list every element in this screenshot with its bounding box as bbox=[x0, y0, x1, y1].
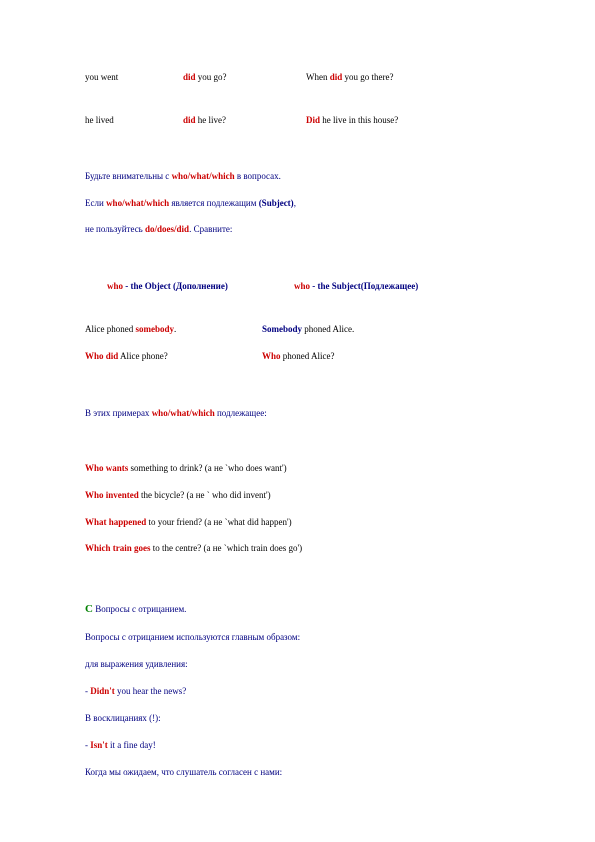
row1-col1 bbox=[85, 72, 118, 83]
row2-col3 bbox=[306, 115, 398, 126]
example-item-subject: What happened bbox=[85, 517, 147, 527]
attention-l3-red: do/does/did bbox=[145, 224, 190, 234]
negative-ex2-rest: it a fine day! bbox=[107, 740, 156, 750]
example-item-rest: to your friend? (а не `what did happen') bbox=[146, 517, 292, 527]
negative-line-2: для выражения удивления: bbox=[85, 659, 188, 669]
section-c-heading bbox=[85, 604, 186, 615]
row2-col2 bbox=[183, 115, 226, 126]
attention-l2-pre: Если bbox=[85, 198, 107, 208]
row2-col3-aux: Did bbox=[306, 115, 321, 125]
row2-col1 bbox=[85, 115, 114, 126]
attention-l3-pre: не пользуйтесь bbox=[85, 224, 146, 234]
examples-intro-pre: В этих примерах bbox=[85, 408, 152, 418]
object-heading bbox=[107, 281, 228, 292]
row1-col2 bbox=[183, 72, 227, 83]
compare-r1-right-blue: Somebody bbox=[262, 324, 303, 334]
negative-ex1-red: Didn't bbox=[90, 686, 115, 696]
row1-col2-aux: did bbox=[183, 72, 196, 82]
row1-col3-pre: When bbox=[306, 72, 330, 82]
negative-line-1: Вопросы с отрицанием используются главным образом: bbox=[85, 632, 301, 642]
negative-ex1-rest: you hear the news? bbox=[114, 686, 187, 696]
attention-l2-mid: является подлежащим bbox=[169, 198, 259, 208]
attention-line-1 bbox=[85, 171, 281, 182]
attention-l3-post: . Сравните: bbox=[189, 224, 233, 234]
row1-col3-text: you go there? bbox=[342, 72, 394, 82]
compare-r1-left-red: somebody bbox=[135, 324, 174, 334]
compare-r1-left-pre: Alice phoned bbox=[85, 324, 136, 334]
negative-example-2 bbox=[85, 740, 156, 751]
subject-heading bbox=[294, 281, 418, 292]
example-item-subject: Who invented bbox=[85, 490, 139, 500]
row1-col2-text: you go? bbox=[195, 72, 227, 82]
compare-r2-left-red: Who did bbox=[85, 351, 119, 361]
section-heading-text: Вопросы с отрицанием. bbox=[92, 604, 187, 614]
compare-r1-right bbox=[262, 324, 354, 335]
attention-l1-pre: Будьте внимательны с bbox=[85, 171, 172, 181]
example-item bbox=[85, 490, 271, 501]
examples-intro bbox=[85, 408, 267, 419]
attention-l2-red: who/what/which bbox=[106, 198, 170, 208]
section-letter: C bbox=[85, 603, 93, 615]
row2-col2-text: he live? bbox=[195, 115, 227, 125]
compare-r2-right-red: Who bbox=[262, 351, 281, 361]
compare-r1-right-post: phoned Alice. bbox=[302, 324, 355, 334]
example-item-rest: to the centre? (а не `which train does go') bbox=[150, 543, 303, 553]
compare-r2-right bbox=[262, 351, 335, 362]
row1-col3-aux: did bbox=[329, 72, 343, 82]
negative-ex2-red: Isn't bbox=[90, 740, 108, 750]
examples-intro-post: подлежащее: bbox=[214, 408, 267, 418]
compare-r2-left-post: Alice phone? bbox=[118, 351, 168, 361]
example-item-subject: Who wants bbox=[85, 463, 129, 473]
row2-col3-text: he live in this house? bbox=[320, 115, 399, 125]
negative-ex2-dash: - bbox=[85, 740, 91, 750]
attention-l2-subject: (Subject) bbox=[258, 198, 294, 208]
row1-col1-text: you went bbox=[85, 72, 119, 82]
row2-col2-aux: did bbox=[183, 115, 196, 125]
attention-line-3 bbox=[85, 224, 232, 235]
row2-col1-text: he lived bbox=[85, 115, 114, 125]
example-item bbox=[85, 517, 292, 528]
compare-r1-left bbox=[85, 324, 176, 335]
compare-r2-right-post: phoned Alice? bbox=[280, 351, 335, 361]
negative-line-4: Когда мы ожидаем, что слушатель согласен с нами: bbox=[85, 767, 283, 777]
compare-r2-left bbox=[85, 351, 168, 362]
row1-col3 bbox=[306, 72, 394, 83]
attention-l2-post: , bbox=[293, 198, 296, 208]
attention-line-2 bbox=[85, 198, 296, 209]
attention-l1-red: who/what/which bbox=[171, 171, 235, 181]
subject-heading-who: who bbox=[294, 281, 311, 291]
object-heading-text: - the Object (Дополнение) bbox=[123, 281, 228, 291]
example-item-rest: something to drink? (a не `who does want') bbox=[128, 463, 287, 473]
attention-l1-post: в вопросах. bbox=[234, 171, 281, 181]
object-heading-who: who bbox=[107, 281, 124, 291]
negative-line-3: В восклицаниях (!): bbox=[85, 713, 161, 723]
compare-r1-left-post: . bbox=[174, 324, 177, 334]
example-item-rest: the bicycle? (а не ` who did invent') bbox=[138, 490, 271, 500]
examples-intro-red: who/what/which bbox=[151, 408, 215, 418]
negative-example-1 bbox=[85, 686, 186, 697]
example-item bbox=[85, 463, 287, 474]
example-item bbox=[85, 543, 302, 554]
subject-heading-text: - the Subject(Подлежащее) bbox=[310, 281, 419, 291]
example-item-subject: Which train goes bbox=[85, 543, 151, 553]
negative-ex1-dash: - bbox=[85, 686, 91, 696]
